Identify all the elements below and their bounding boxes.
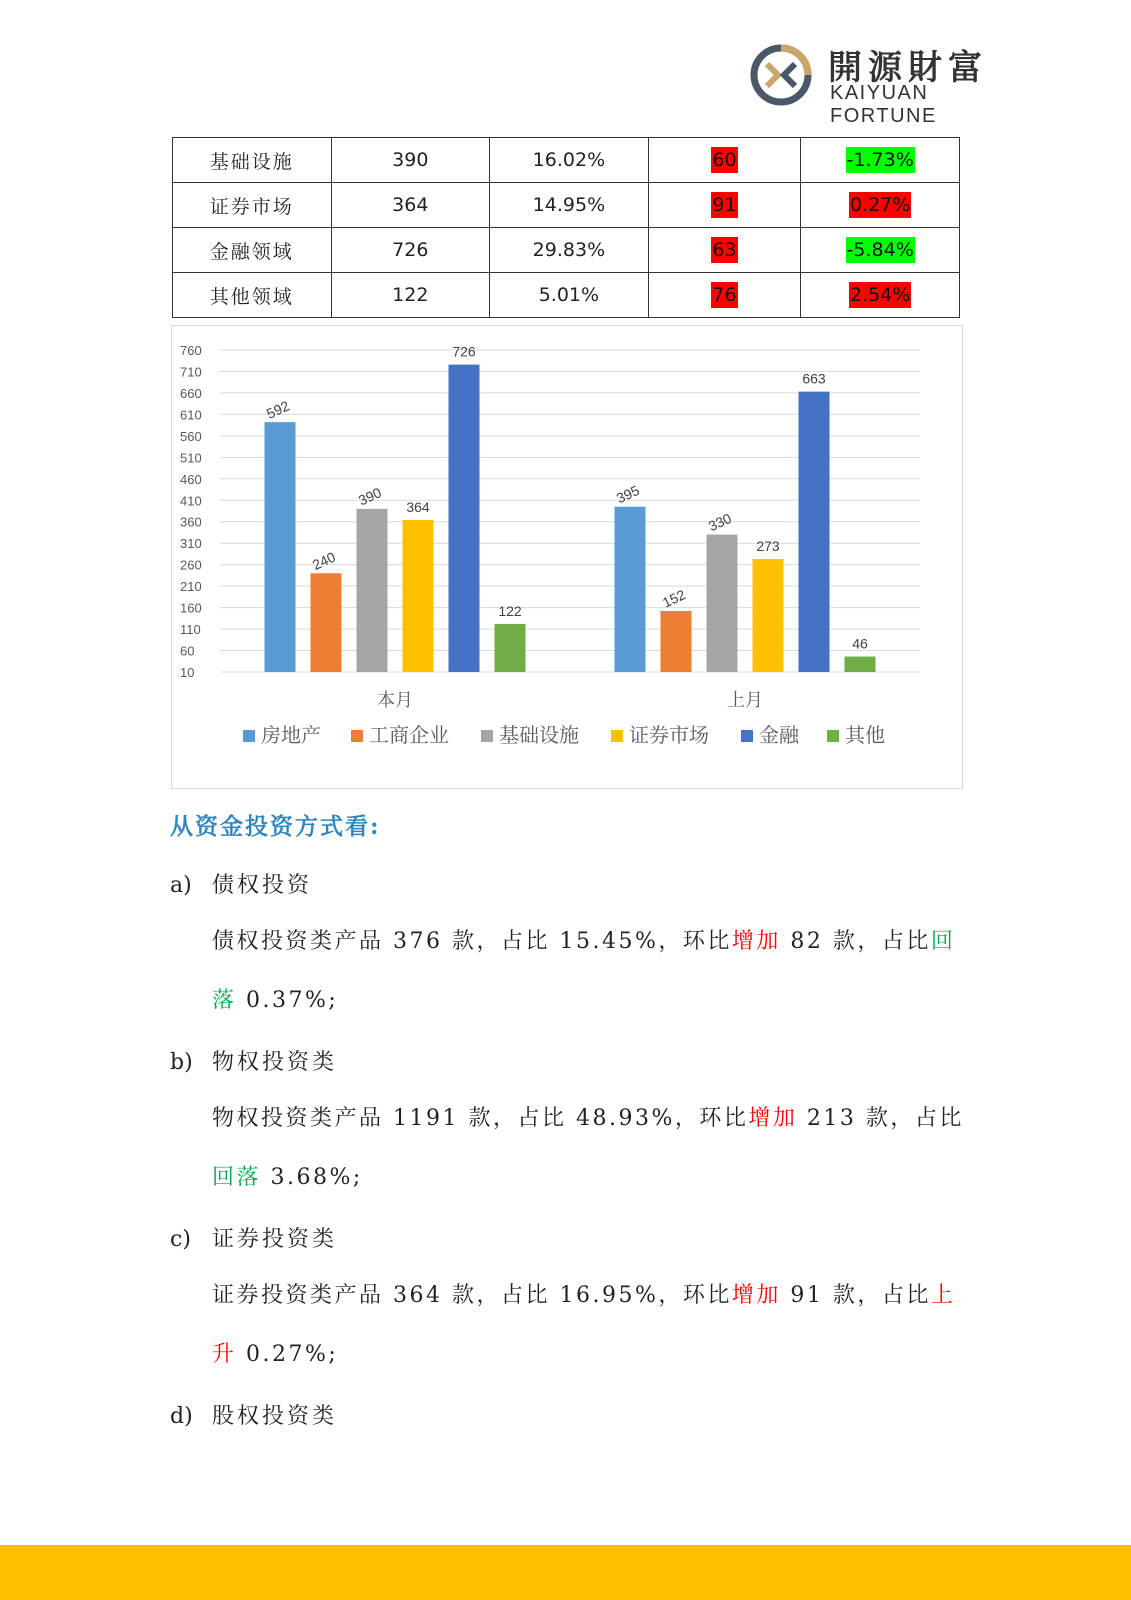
item-a-text-b: 82 款，占比	[780, 929, 931, 954]
highlighted-value: -5.84%	[846, 239, 914, 261]
data-label: 663	[802, 370, 826, 387]
item-c-value: 0.27%;	[236, 1342, 339, 1367]
legend-swatch	[741, 730, 753, 742]
category-stats-table	[172, 137, 960, 318]
item-c-title: 证券投资类	[212, 1227, 338, 1252]
bar	[357, 509, 388, 672]
cell-value: 5.01%	[538, 284, 600, 306]
row-share-change-cell	[801, 138, 960, 183]
row-change-cell	[648, 183, 801, 228]
bar	[615, 507, 646, 672]
x-category-label: 本月	[377, 690, 413, 710]
legend-swatch	[243, 730, 255, 742]
data-label: 46	[852, 635, 868, 652]
bar	[449, 365, 480, 672]
y-tick-label: 160	[180, 600, 202, 616]
legend-label: 其他	[845, 725, 885, 747]
logo-chinese-name: 開源財富	[828, 48, 988, 88]
item-c-paragraph	[212, 1266, 972, 1384]
x-category-label: 上月	[727, 690, 763, 710]
y-tick-label: 560	[180, 428, 202, 444]
item-a-text: 债权投资类产品 376 款，占比 15.45%，环比	[212, 929, 732, 954]
legend-swatch	[481, 730, 493, 742]
item-c-increase: 增加	[731, 1283, 781, 1308]
row-name-cell	[173, 228, 332, 273]
row-count-cell	[331, 138, 490, 183]
item-a-label: a)	[170, 873, 192, 898]
row-share-cell	[490, 183, 649, 228]
item-c-rise-1: 上	[930, 1283, 956, 1308]
table-row	[173, 273, 960, 318]
table-row	[173, 183, 960, 228]
row-share-change-cell	[801, 273, 960, 318]
row-count-cell	[331, 228, 490, 273]
logo-english-name: KAIYUAN FORTUNE	[830, 82, 937, 127]
data-label: 152	[659, 586, 688, 611]
row-count-cell	[331, 183, 490, 228]
highlighted-value: -1.73%	[846, 149, 914, 171]
cell-value: 364	[392, 194, 429, 216]
y-tick-label: 510	[180, 450, 202, 466]
bar	[799, 392, 830, 672]
y-tick-label: 610	[180, 407, 202, 423]
data-label: 273	[756, 538, 780, 555]
item-b-value: 3.68%;	[261, 1165, 363, 1190]
bar	[845, 657, 876, 672]
item-d-heading	[170, 1399, 337, 1430]
data-label: 240	[309, 548, 338, 573]
row-name-cell	[173, 183, 332, 228]
bar-chart	[171, 325, 963, 789]
y-tick-label: 660	[180, 385, 202, 401]
bar-chart-svg	[172, 326, 962, 788]
bar	[265, 422, 296, 672]
y-tick-label: 710	[180, 364, 202, 380]
highlighted-value: 0.27%	[849, 194, 911, 216]
item-b-increase: 增加	[748, 1106, 798, 1131]
data-label: 726	[452, 343, 476, 360]
legend-label: 基础设施	[499, 725, 579, 747]
y-tick-label: 110	[180, 622, 201, 638]
legend-swatch	[351, 730, 363, 742]
legend-label: 证券市场	[629, 725, 709, 747]
cell-value: 16.02%	[532, 149, 606, 171]
highlighted-value: 91	[712, 194, 737, 216]
row-share-cell	[490, 228, 649, 273]
row-share-cell	[490, 273, 649, 318]
highlighted-value: 76	[712, 284, 737, 306]
item-d-label: d)	[170, 1404, 193, 1429]
item-c-heading	[170, 1222, 337, 1253]
y-tick-label: 760	[180, 343, 202, 358]
item-a-value: 0.37%;	[236, 988, 339, 1013]
data-label: 122	[498, 602, 522, 619]
data-label: 364	[406, 499, 430, 516]
row-change-cell	[648, 228, 801, 273]
highlighted-value: 2.54%	[849, 284, 911, 306]
table-row	[173, 138, 960, 183]
item-b-fall: 回落	[212, 1165, 262, 1190]
item-b-text-b: 213 款，占比	[797, 1106, 964, 1131]
y-tick-label: 60	[180, 643, 195, 659]
y-tick-label: 260	[180, 557, 202, 573]
item-a-heading	[170, 868, 312, 899]
cell-value: 726	[392, 239, 429, 261]
y-tick-label: 360	[180, 514, 202, 530]
data-label: 395	[613, 481, 642, 507]
data-label: 390	[355, 484, 384, 509]
bar	[753, 559, 784, 672]
item-d-title: 股权投资类	[212, 1404, 338, 1429]
highlighted-value: 63	[712, 239, 737, 261]
cell-value: 390	[392, 149, 429, 171]
item-b-heading	[170, 1045, 337, 1076]
item-b-paragraph	[212, 1089, 972, 1207]
legend-swatch	[611, 730, 623, 742]
bar	[661, 611, 692, 672]
company-logo	[748, 40, 1038, 127]
row-change-cell	[648, 138, 801, 183]
item-a-paragraph	[212, 912, 972, 1030]
row-name-cell	[173, 273, 332, 318]
data-label: 592	[263, 397, 292, 422]
item-a-increase: 增加	[731, 929, 781, 954]
item-c-rise-2: 升	[212, 1342, 237, 1367]
cell-value: 其他领域	[209, 285, 294, 308]
y-tick-label: 10	[180, 665, 195, 680]
bar	[403, 520, 434, 672]
cell-value: 证券市场	[209, 195, 294, 218]
legend-label: 金融	[759, 725, 799, 747]
highlighted-value: 60	[712, 149, 737, 171]
legend-label: 工商企业	[369, 725, 449, 747]
item-a-fall-1: 回	[930, 929, 956, 954]
item-c-label: c)	[170, 1227, 191, 1252]
y-tick-label: 310	[180, 536, 202, 552]
row-count-cell	[331, 273, 490, 318]
row-share-cell	[490, 138, 649, 183]
cell-value: 金融领域	[209, 240, 294, 263]
data-label: 330	[705, 509, 734, 535]
legend-label: 房地产	[261, 725, 321, 747]
cell-value: 14.95%	[532, 194, 606, 216]
cell-value: 29.83%	[532, 239, 606, 261]
item-b-label: b)	[170, 1050, 193, 1075]
table-row	[173, 228, 960, 273]
item-c-text: 证券投资类产品 364 款，占比 16.95%，环比	[212, 1283, 732, 1308]
row-share-change-cell	[801, 228, 960, 273]
y-tick-label: 460	[180, 471, 202, 487]
cell-value: 122	[392, 284, 429, 306]
legend-swatch	[827, 730, 839, 742]
kaiyuan-logo-icon	[748, 42, 814, 108]
footer-bar	[0, 1545, 1131, 1600]
bar	[707, 535, 738, 672]
cell-value: 基础设施	[209, 150, 294, 173]
y-tick-label: 210	[180, 579, 202, 595]
item-a-title: 债权投资	[212, 873, 313, 898]
item-b-text: 物权投资类产品 1191 款，占比 48.93%，环比	[212, 1106, 749, 1131]
row-change-cell	[648, 273, 801, 318]
row-name-cell	[173, 138, 332, 183]
section-title: 从资金投资方式看:	[170, 813, 381, 840]
item-b-title: 物权投资类	[212, 1050, 338, 1075]
bar	[311, 573, 342, 672]
bar	[495, 624, 526, 672]
row-share-change-cell	[801, 183, 960, 228]
item-c-text-b: 91 款，占比	[780, 1283, 931, 1308]
item-a-fall-2: 落	[212, 988, 237, 1013]
y-tick-label: 410	[180, 493, 202, 509]
